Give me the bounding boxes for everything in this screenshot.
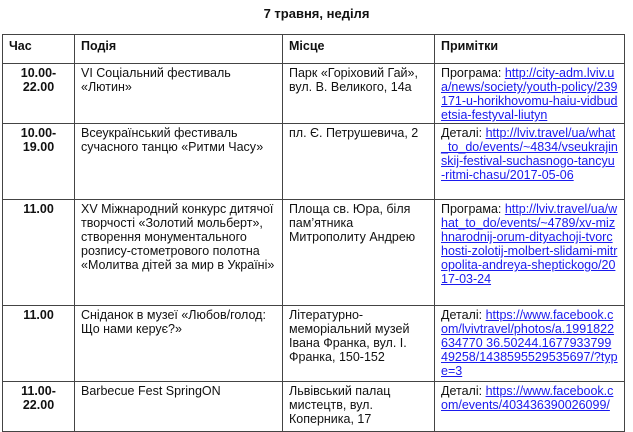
note-label: Деталі: [441,126,486,140]
page-title: 7 травня, неділя [263,6,370,21]
place-cell: Парк «Горіховий Гай», вул. В. Великого, 14а [283,64,435,124]
note-label: Деталі: [441,384,486,398]
place-cell: Літературно-меморіальний музей Івана Франка, вул. І. Франка, 150-152 [283,306,435,382]
header-row [3,35,625,64]
table-row [3,124,625,200]
event-cell: VI Соціальний фестиваль «Лютин» [75,64,283,124]
header-event: Подія [75,35,283,64]
header-time: Час [3,35,75,64]
notes-cell [435,64,625,124]
place-cell: Площа св. Юра, біля пам’ятника Митрополиту Андрею [283,200,435,306]
events-table [2,34,625,432]
header-notes: Примітки [435,35,625,64]
event-link[interactable]: http://city-adm.lviv.ua/news/society/youth-policy/239171-u-horikhovomu-haiu-vidbudetsia-festyval-liutyn [441,66,618,122]
time-cell: 10.00- 22.00 [3,64,75,124]
notes-cell [435,382,625,432]
note-label: Програма: [441,202,505,216]
notes-cell [435,306,625,382]
notes-cell [435,124,625,200]
time-cell: 10.00- 19.00 [3,124,75,200]
note-label: Програма: [441,66,505,80]
note-label: Деталі: [441,308,486,322]
event-link[interactable]: https://www.facebook.com/events/403436390026099/ [441,384,614,412]
event-link[interactable]: http://lviv.travel/ua/what_to_do/events/~4789/xv-mizhnarodnij-orum-dityachoji-tvorchosti-zolotij-molbert-slidami-mitropolita-andreya-sheptickogo/2017-03-24 [441,202,618,286]
time-cell: 11.00 [3,306,75,382]
event-cell: XV Міжнародний конкурс дитячої творчості «Золотий мольберт», створення монументального розпису-стометрового полотна «Молитва дітей за мир в Україні» [75,200,283,306]
time-cell: 11.00 [3,200,75,306]
event-link[interactable]: https://www.facebook.com/lvivtravel/photos/a.1991822634770 36.50244.167793379949258/1438595529535697/?type=3 [441,308,618,378]
event-cell: Всеукраїнський фестиваль сучасного танцю «Ритми Часу» [75,124,283,200]
time-cell: 11.00- 22.00 [3,382,75,432]
place-cell: пл. Є. Петрушевича, 2 [283,124,435,200]
table-row [3,64,625,124]
event-cell: Сніданок в музеї «Любов/голод: Що нами керує?» [75,306,283,382]
table-row [3,382,625,432]
notes-cell [435,200,625,306]
event-link[interactable]: http://lviv.travel/ua/what_to_do/events/~4834/vseukrajinskij-festival-suchasnogo-tancyu-ritmi-chasu/2017-05-06 [441,126,618,182]
table-row [3,306,625,382]
place-cell: Львівський палац мистецтв, вул. Коперника, 17 [283,382,435,432]
event-cell: Barbecue Fest SpringON [75,382,283,432]
table-row [3,200,625,306]
header-place: Місце [283,35,435,64]
